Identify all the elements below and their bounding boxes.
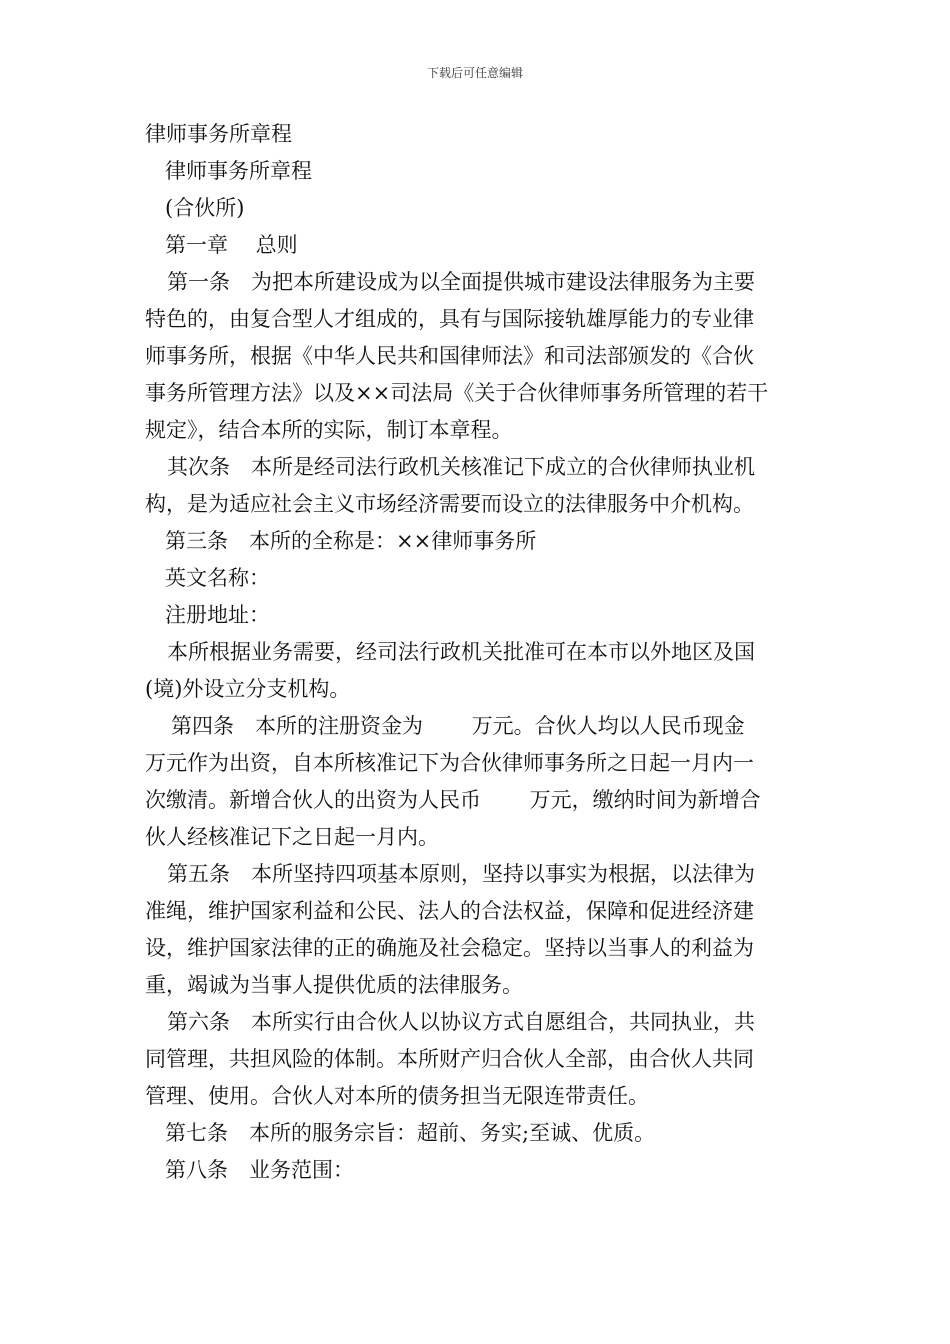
text-line: 同管理，共担风险的体制。本所财产归合伙人全部，由合伙人共同 (145, 1047, 754, 1071)
text-line: 构，是为适应社会主义市场经济需要而设立的法律服务中介机构。 (145, 492, 754, 516)
text-line: 设，维护国家法律的正的确施及社会稳定。坚持以当事人的利益为 (145, 936, 754, 960)
text-line: (境)外设立分支机构。 (145, 677, 351, 701)
text-line: 特色的，由复合型人才组成的，具有与国际接轨雄厚能力的专业律 (145, 307, 754, 331)
text-line: 第一章 总则 (165, 233, 298, 257)
text-line: 第六条 本所实行由合伙人以协议方式自愿组合，共同执业，共 (167, 1010, 755, 1034)
text-line: 重，竭诚为当事人提供优质的法律服务。 (145, 973, 523, 997)
text-line: 事务所管理方法》以及××司法局《关于合伙律师事务所管理的若干 (145, 381, 769, 405)
text-line: 英文名称： (165, 566, 270, 590)
text-line: 伙人经核准记下之日起一月内。 (145, 825, 439, 849)
text-line: 次缴清。新增合伙人的出资为人民币 万元，缴纳时间为新增合 (145, 788, 761, 812)
text-line: 其次条 本所是经司法行政机关核准记下成立的合伙律师执业机 (167, 455, 755, 479)
text-line: 第一条 为把本所建设成为以全面提供城市建设法律服务为主要 (167, 270, 755, 294)
text-line: 律师事务所章程 (145, 122, 292, 146)
document-body (145, 116, 810, 1189)
text-line: 管理、使用。合伙人对本所的债务担当无限连带责任。 (145, 1084, 649, 1108)
text-line: 万元作为出资，自本所核准记下为合伙律师事务所之日起一月内一 (145, 751, 754, 775)
text-line: 规定》，结合本所的实际，制订本章程。 (145, 418, 513, 442)
text-line: 第五条 本所坚持四项基本原则，坚持以事实为根据，以法律为 (167, 862, 755, 886)
text-line: (合伙所) (165, 196, 245, 220)
text-line: 第四条 本所的注册资金为 万元。合伙人均以人民币现金 (171, 714, 745, 738)
text-line: 师事务所，根据《中华人民共和国律师法》和司法部颁发的《合伙 (145, 344, 754, 368)
text-line: 本所根据业务需要，经司法行政机关批准可在本市以外地区及国 (167, 640, 755, 664)
text-line: 准绳，维护国家利益和公民、法人的合法权益，保障和促进经济建 (145, 899, 754, 923)
text-line: 第七条 本所的服务宗旨：超前、务实;至诚、优质。 (165, 1121, 656, 1145)
text-line: 第八条 业务范围： (165, 1158, 354, 1182)
page-header: 下载后可任意编辑 (426, 66, 523, 80)
text-line: 第三条 本所的全称是：××律师事务所 (165, 529, 537, 553)
text-line: 律师事务所章程 (165, 159, 312, 183)
text-line: 注册地址： (165, 603, 270, 627)
